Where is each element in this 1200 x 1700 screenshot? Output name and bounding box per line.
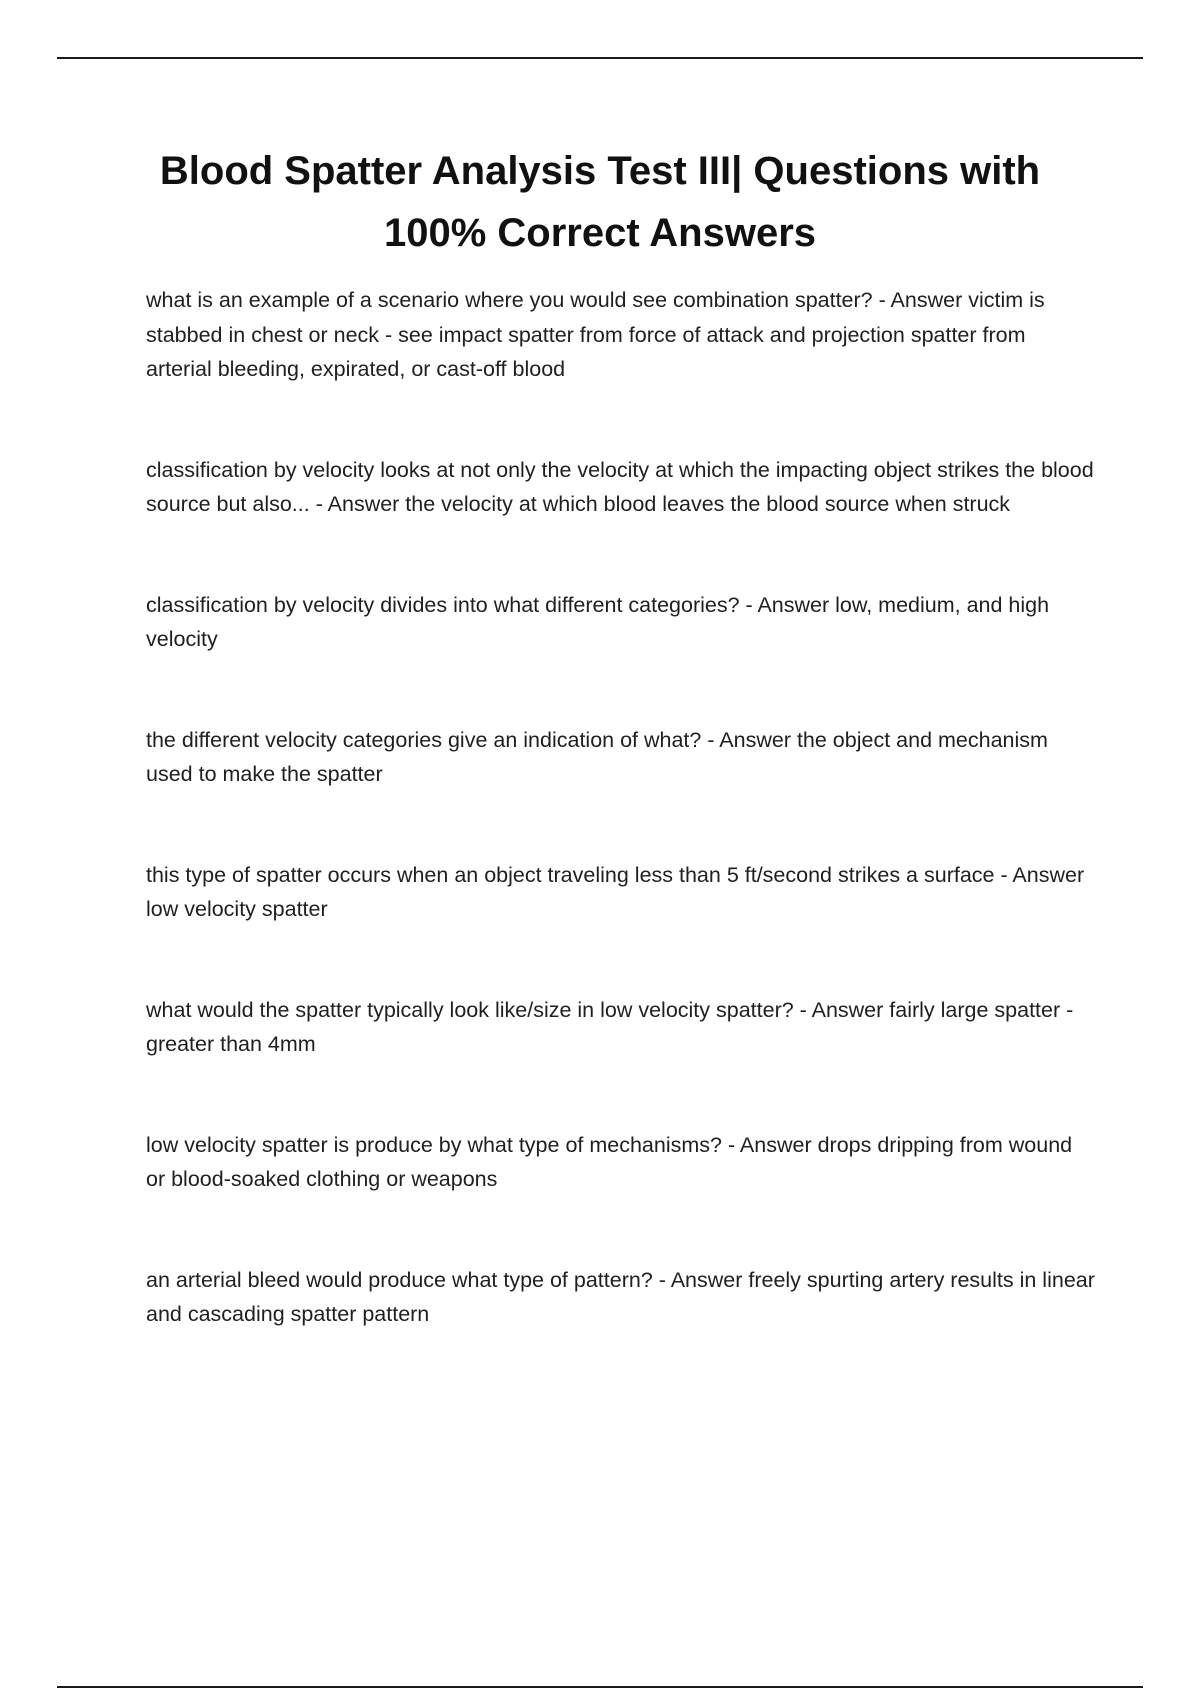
qa-item: low velocity spatter is produce by what type of mechanisms? - Answer drops dripping from wound or blood-soaked clothing or weapons xyxy=(146,1132,1073,1191)
top-rule xyxy=(57,57,1143,59)
qa-item: what is an example of a scenario where you would see combination spatter? - Answer victim is stabbed in chest or neck - see impact spatter from force of attack and projection spatter from arterial bleeding, expirated, or cast-off blood xyxy=(146,288,1045,381)
qa-item: this type of spatter occurs when an object traveling less than 5 ft/second strikes a surface - Answer low velocity spatter xyxy=(146,862,1085,921)
qa-list xyxy=(146,283,1096,1332)
qa-item: classification by velocity looks at not only the velocity at which the impacting object strikes the blood source but also... - Answer the velocity at which blood leaves the blood source when struck xyxy=(146,457,1094,516)
qa-item: what would the spatter typically look like/size in low velocity spatter? - Answer fairly large spatter - greater than 4mm xyxy=(146,997,1074,1056)
qa-item: an arterial bleed would produce what type of pattern? - Answer freely spurting artery results in linear and cascading spatter pattern xyxy=(146,1267,1095,1326)
page-title: Blood Spatter Analysis Test III| Questions with 100% Correct Answers xyxy=(159,149,1041,255)
qa-item: the different velocity categories give an indication of what? - Answer the object and mechanism used to make the spatter xyxy=(146,727,1048,786)
qa-item: classification by velocity divides into what different categories? - Answer low, medium, and high velocity xyxy=(146,592,1050,651)
bottom-rule xyxy=(57,1686,1143,1688)
